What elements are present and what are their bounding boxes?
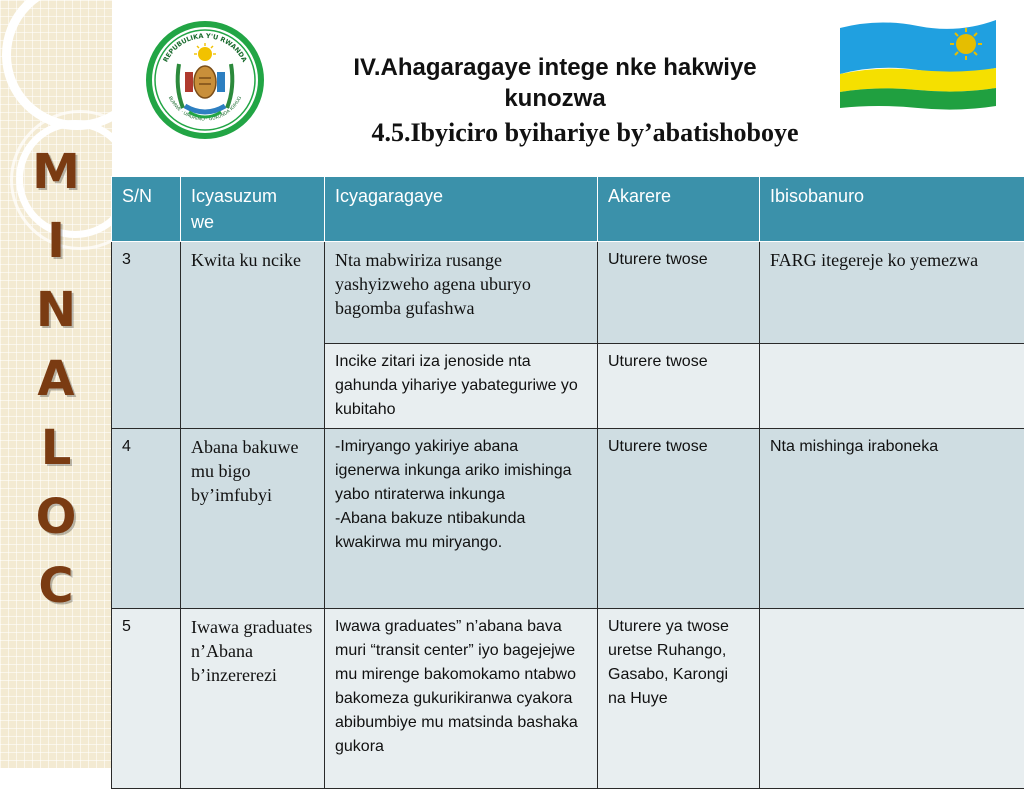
svg-text:REPUBULIKA Y'U RWANDA: REPUBULIKA Y'U RWANDA [161,32,248,64]
header-subject: Icyasuzum we [181,177,325,242]
cell-finding: Nta mabwiriza rusange yashyizweho agena uburyo bagomba gufashwa [325,242,598,344]
findings-table [111,176,1024,789]
table-header-row [112,177,1024,242]
minaloc-vertical-word [0,138,112,621]
sidebar-letter: O [0,483,112,552]
sidebar-letter: N [0,276,112,345]
table-row [112,242,1024,344]
header-remark: Ibisobanuro [760,177,1024,242]
cell-subject: Abana bakuwe mu bigo by’imfubyi [181,429,325,609]
header-finding: Icyagaragaye [325,177,598,242]
cell-sn: 4 [112,429,181,609]
rwanda-emblem-icon [145,18,265,142]
slide-title [300,52,810,114]
cell-sn: 3 [112,242,181,429]
cell-subject: Kwita ku ncike [181,242,325,429]
sidebar-letter: C [0,552,112,621]
table-row [112,609,1024,789]
cell-sn: 5 [112,609,181,789]
cell-subject: Iwawa graduates n’Abana b’inzererezi [181,609,325,789]
cell-district: Uturere twose [598,344,760,429]
slide-title-line2: kunozwa [300,83,810,114]
sidebar-letter: I [0,207,112,276]
header-sn: S/N [112,177,181,242]
sidebar-letter: A [0,345,112,414]
header-district: Akarere [598,177,760,242]
cell-remark: Nta mishinga iraboneka [760,429,1024,609]
cell-district: Uturere twose [598,242,760,344]
cell-district: Uturere twose [598,429,760,609]
svg-text:UBUMWE · UMURIMO · GUKUNDA IGI: BUMWE · UMURIMO · GUKUNDA IGIHUG [145,18,243,123]
table-row [112,429,1024,609]
decorative-ring [2,0,112,130]
cell-district: Uturere ya twose uretse Ruhango, Gasabo, Karongi na Huye [598,609,760,789]
slide-subtitle: 4.5.Ibyiciro byihariye by’abatishoboye [300,118,870,148]
sidebar-letter: M [0,138,112,207]
sidebar-decoration [0,0,112,768]
slide-title-line1: IV.Ahagaragaye intege nke hakwiye [300,52,810,83]
rwanda-flag-icon [838,14,998,110]
sidebar-letter: L [0,414,112,483]
cell-finding: Incike zitari iza jenoside nta gahunda yihariye yabateguriwe yo kubitaho [325,344,598,429]
cell-remark [760,609,1024,789]
cell-finding: -Imiryango yakiriye abana igenerwa inkunga ariko imishinga yabo ntiraterwa inkunga -Abana bakuze ntibakunda kwakirwa mu miryango. [325,429,598,609]
cell-finding: Iwawa graduates” n’abana bava muri “transit center” iyo bagejejwe mu mirenge bakomokamo ntabwo bakomeza gukurikiranwa cyakora abibumbiye mu matsinda bashaka gukora [325,609,598,789]
cell-remark: FARG itegereje ko yemezwa [760,242,1024,344]
cell-remark [760,344,1024,429]
